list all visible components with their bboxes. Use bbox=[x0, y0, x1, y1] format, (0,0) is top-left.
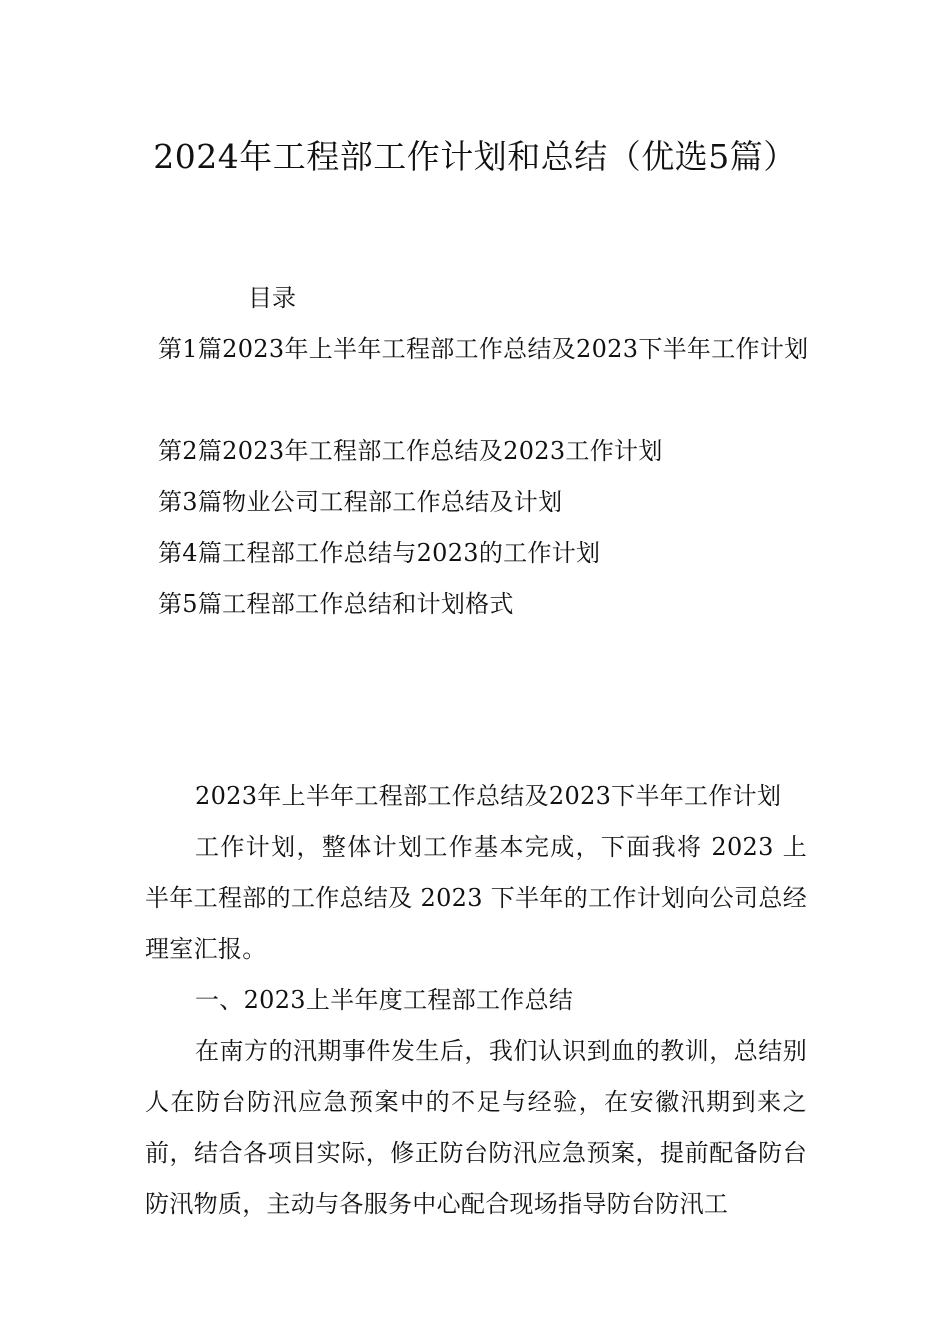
section-subheading: 一、2023上半年度工程部工作总结 bbox=[195, 986, 574, 1014]
toc-item: 第1篇2023年上半年工程部工作总结及2023下半年工作计划 bbox=[158, 335, 809, 363]
body-paragraph: 工作计划，整体计划工作基本完成，下面我将 2023 上半年工程部的工作总结及 2023 下半年的工作计划向公司总经理室汇报。 bbox=[145, 833, 807, 963]
toc-item: 第3篇物业公司工程部工作总结及计划 bbox=[158, 488, 563, 516]
toc-item: 第2篇2023年工程部工作总结及2023工作计划 bbox=[158, 437, 663, 465]
section-heading: 2023年上半年工程部工作总结及2023下半年工作计划 bbox=[195, 782, 782, 810]
body-paragraph: 在南方的汛期事件发生后，我们认识到血的教训，总结别人在防台防汛应急预案中的不足与经验，在安徽汛期到来之前，结合各项目实际，修正防台防汛应急预案，提前配备防台防汛物质，主动与各服务中心配合现场指导防台防汛工 bbox=[145, 1037, 807, 1218]
toc-item: 第4篇工程部工作总结与2023的工作计划 bbox=[158, 539, 601, 567]
document-title: 2024年工程部工作计划和总结（优选5篇） bbox=[153, 137, 797, 176]
toc-item: 第5篇工程部工作总结和计划格式 bbox=[158, 590, 514, 618]
toc-heading: 目录 bbox=[248, 284, 296, 312]
